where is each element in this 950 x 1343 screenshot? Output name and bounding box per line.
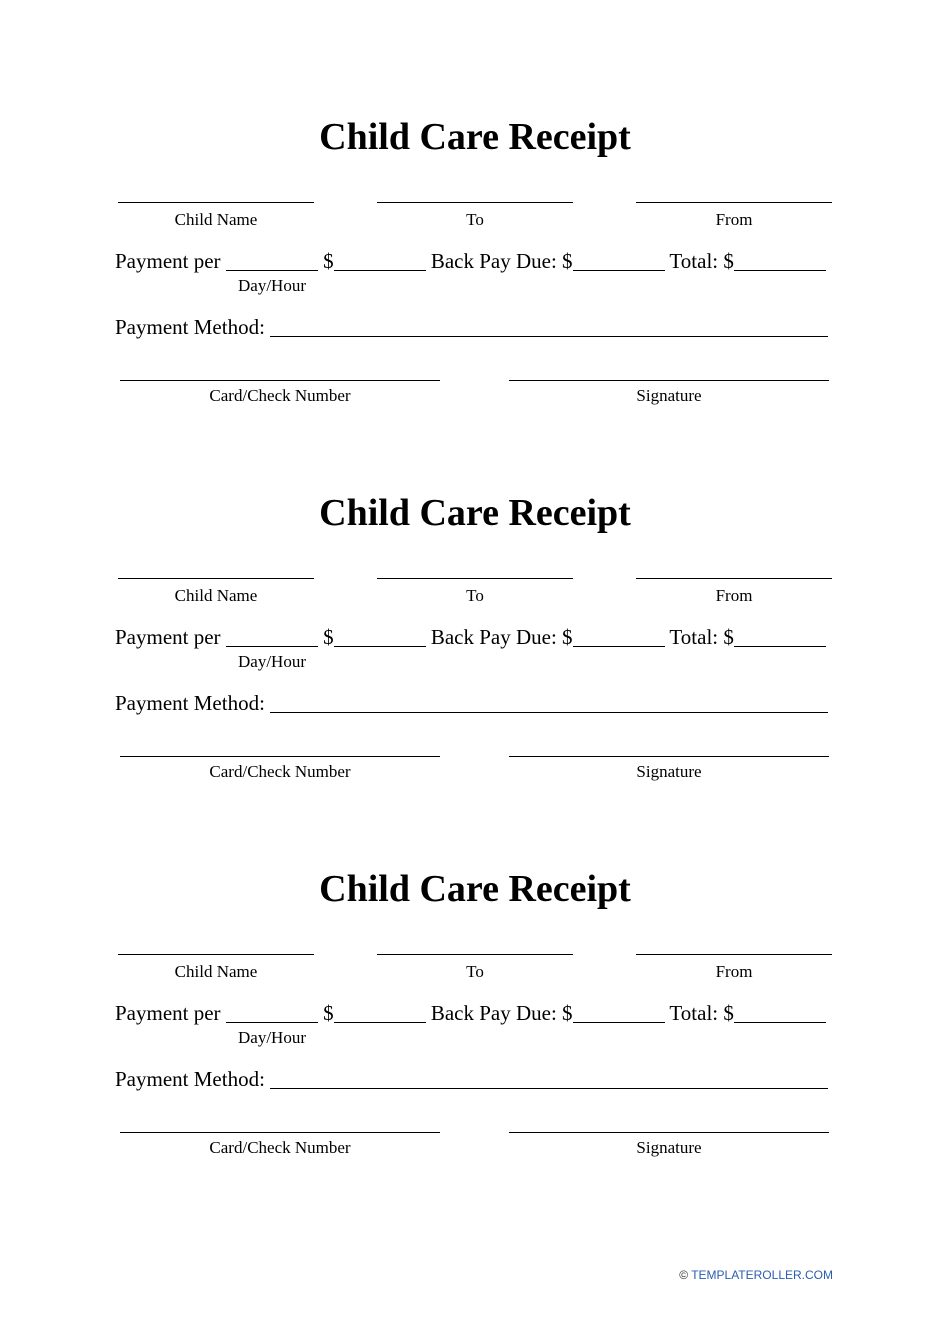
to-field[interactable] xyxy=(377,954,573,955)
payment-period-field[interactable] xyxy=(226,628,318,647)
total-label: Total: $ xyxy=(669,1001,734,1025)
child-name-field[interactable] xyxy=(118,202,314,203)
signature-label: Signature xyxy=(636,762,702,781)
dollar-sign: $ xyxy=(323,249,334,273)
payment-period-field[interactable] xyxy=(226,1004,318,1023)
child-name-label: Child Name xyxy=(174,586,258,605)
payment-per-label: Payment per xyxy=(115,625,221,649)
from-label: From xyxy=(715,962,753,981)
footer-site-link[interactable]: TEMPLATEROLLER.COM xyxy=(691,1268,833,1282)
from-field[interactable] xyxy=(636,954,832,955)
signature-label: Signature xyxy=(636,386,702,405)
back-pay-due-field[interactable] xyxy=(573,1004,665,1023)
payment-period-field[interactable] xyxy=(226,252,318,271)
total-field[interactable] xyxy=(734,1004,826,1023)
to-label: To xyxy=(466,962,484,981)
payment-method-line xyxy=(115,315,828,339)
payment-amount-field[interactable] xyxy=(334,252,426,271)
day-hour-label: Day/Hour xyxy=(238,652,306,671)
from-field[interactable] xyxy=(636,578,832,579)
payment-method-label: Payment Method: xyxy=(115,315,265,339)
total-label: Total: $ xyxy=(669,625,734,649)
total-field[interactable] xyxy=(734,628,826,647)
payment-line xyxy=(115,249,826,273)
card-check-number-field[interactable] xyxy=(120,1132,440,1133)
to-field[interactable] xyxy=(377,578,573,579)
day-hour-label: Day/Hour xyxy=(238,1028,306,1047)
copyright-symbol: © xyxy=(679,1268,689,1282)
payment-per-label: Payment per xyxy=(115,249,221,273)
from-label: From xyxy=(715,586,753,605)
dollar-sign: $ xyxy=(323,1001,334,1025)
payment-method-line xyxy=(115,1067,828,1091)
footer-credit xyxy=(679,1267,833,1283)
card-check-number-label: Card/Check Number xyxy=(209,762,351,781)
receipt-title: Child Care Receipt xyxy=(319,492,631,534)
from-field[interactable] xyxy=(636,202,832,203)
receipt-1 xyxy=(0,0,950,405)
payment-line xyxy=(115,1001,826,1025)
child-name-label: Child Name xyxy=(174,962,258,981)
receipt-2 xyxy=(0,376,950,781)
payment-amount-field[interactable] xyxy=(334,1004,426,1023)
to-field[interactable] xyxy=(377,202,573,203)
back-pay-due-label: Back Pay Due: $ xyxy=(430,1001,573,1025)
back-pay-due-label: Back Pay Due: $ xyxy=(430,249,573,273)
card-check-number-label: Card/Check Number xyxy=(209,1138,351,1157)
signature-field[interactable] xyxy=(509,1132,829,1133)
payment-amount-field[interactable] xyxy=(334,628,426,647)
receipt-title: Child Care Receipt xyxy=(319,868,631,910)
dollar-sign: $ xyxy=(323,625,334,649)
back-pay-due-label: Back Pay Due: $ xyxy=(430,625,573,649)
back-pay-due-field[interactable] xyxy=(573,252,665,271)
signature-label: Signature xyxy=(636,1138,702,1157)
receipt-title: Child Care Receipt xyxy=(319,116,631,158)
child-name-field[interactable] xyxy=(118,578,314,579)
total-label: Total: $ xyxy=(669,249,734,273)
child-name-field[interactable] xyxy=(118,954,314,955)
from-label: From xyxy=(715,210,753,229)
payment-per-label: Payment per xyxy=(115,1001,221,1025)
payment-method-label: Payment Method: xyxy=(115,691,265,715)
payment-method-field[interactable] xyxy=(270,694,828,713)
back-pay-due-field[interactable] xyxy=(573,628,665,647)
payment-line xyxy=(115,625,826,649)
child-name-label: Child Name xyxy=(174,210,258,229)
to-label: To xyxy=(466,210,484,229)
payment-method-field[interactable] xyxy=(270,1070,828,1089)
payment-method-field[interactable] xyxy=(270,318,828,337)
payment-method-label: Payment Method: xyxy=(115,1067,265,1091)
total-field[interactable] xyxy=(734,252,826,271)
day-hour-label: Day/Hour xyxy=(238,276,306,295)
to-label: To xyxy=(466,586,484,605)
receipt-3 xyxy=(0,752,950,1157)
card-check-number-label: Card/Check Number xyxy=(209,386,351,405)
payment-method-line xyxy=(115,691,828,715)
